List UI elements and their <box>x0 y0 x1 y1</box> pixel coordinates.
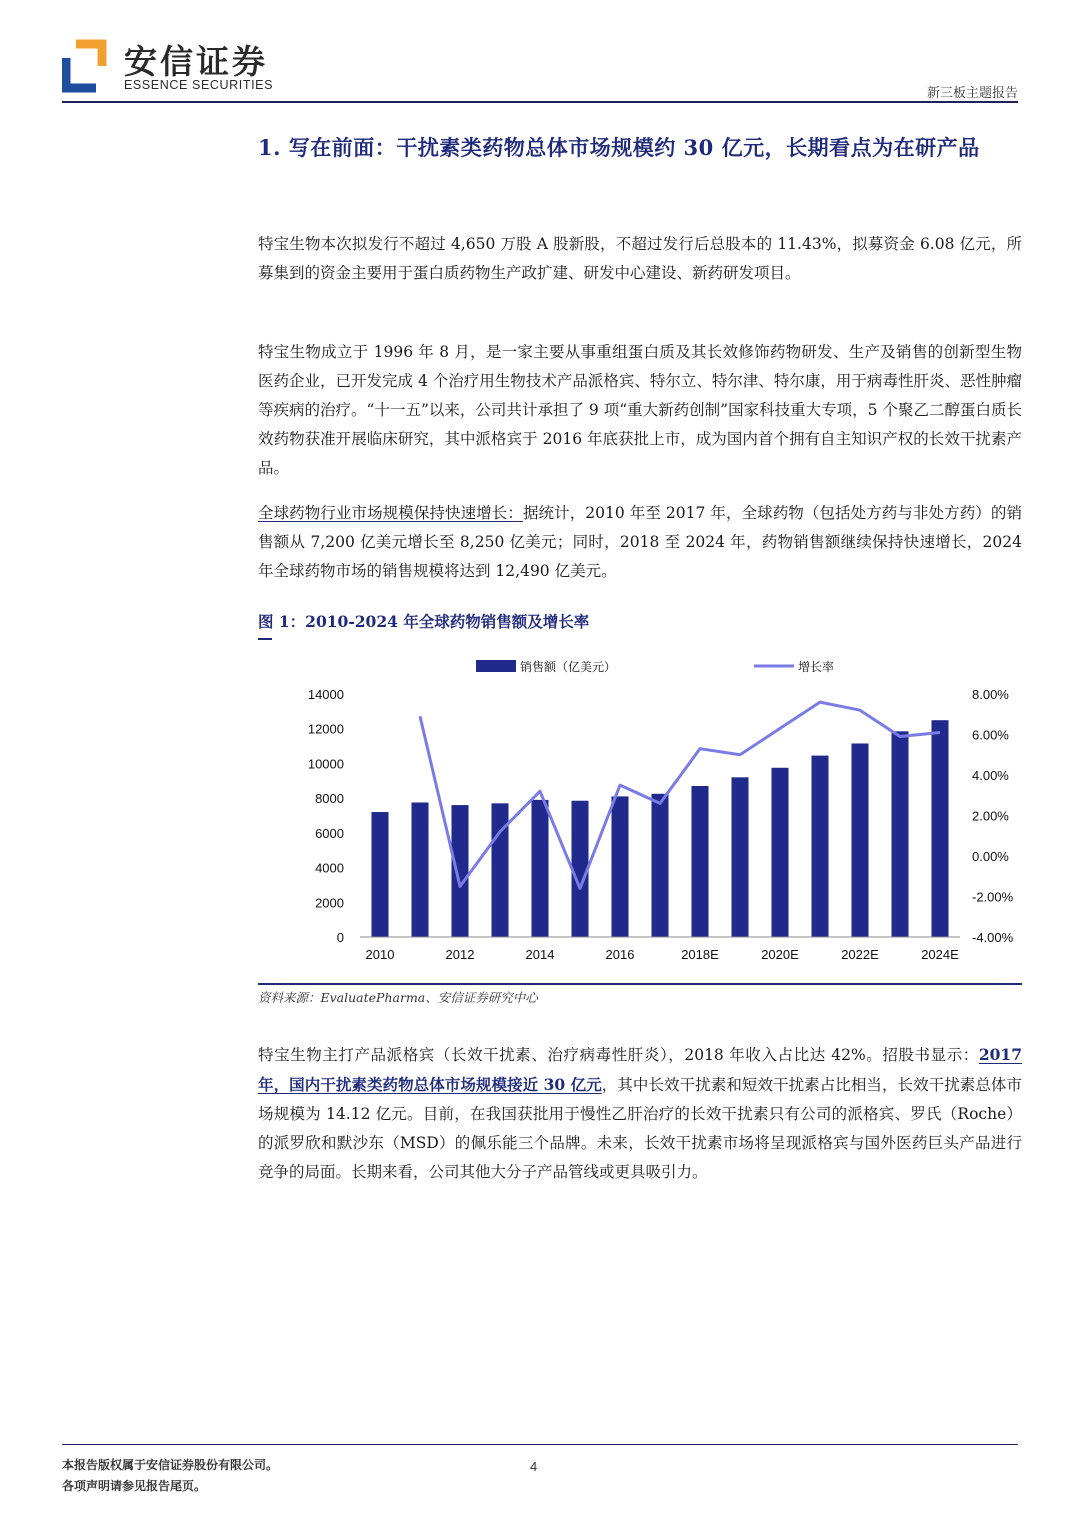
sales-bar <box>852 743 869 937</box>
sales-bar <box>692 786 709 937</box>
footer-divider <box>62 1444 1018 1445</box>
paragraph-text-b: ，其中长效干扰素和短效干扰素占比相当，长效干扰素总体市场规模为 14.12 亿元。目前，在我国获批用于慢性乙肝治疗的长效干扰素只有公司的派格宾、罗氏（Roche）的派罗欣和默沙东（MSD）的佩乐能三个品牌。未来，长效干扰素市场将呈现派格宾与国外医药巨头产品进行竞争的局面。长期来看，公司其他大分子产品管线或更具吸引力。 <box>258 1076 1022 1181</box>
y-left-tick-label: 6000 <box>315 825 344 841</box>
figure-source: 资料来源：EvaluatePharma、安信证券研究中心 <box>258 990 538 1005</box>
paragraph-interferon-market <box>258 1040 1022 1187</box>
x-tick-label: 2022E <box>841 947 879 962</box>
y-left-tick-label: 12000 <box>307 721 344 737</box>
y-right-tick-label: -2.00% <box>972 889 1014 905</box>
sales-bar <box>572 801 589 937</box>
x-tick-label: 2014 <box>525 947 555 962</box>
sales-bar <box>892 731 909 937</box>
sales-bar <box>652 794 669 937</box>
paragraph-lead-underlined: 全球药物行业市场规模保持快速增长： <box>258 504 523 522</box>
essence-logo-icon <box>62 38 110 94</box>
sales-bar <box>492 803 509 937</box>
sales-growth-chart <box>258 648 1022 978</box>
paragraph-highlight: 2017 年，国内干扰素类药物总体市场规模接近 30 亿元 <box>258 1045 1022 1094</box>
y-right-tick-label: -4.00% <box>972 930 1014 945</box>
sales-bar <box>932 720 949 937</box>
report-type: 新三板主题报告 <box>926 86 1018 101</box>
sales-bar <box>612 796 629 937</box>
x-tick-label: 2012 <box>445 947 475 962</box>
y-left-tick-label: 0 <box>336 930 344 945</box>
paragraph-company-profile: 特宝生物成立于 1996 年 8 月，是一家主要从事重组蛋白质及其长效修饰药物研发、生产及销售的创新型生物医药企业，已开发完成 4 个治疗用生物技术产品派格宾、特尔立、特尔津、特尔康，用于病毒性肝炎、恶性肿瘤等疾病的治疗。“十一五”以来，公司共计承担了 9 项“重大新药创制”国家科技重大专项，5 个聚乙二醇蛋白质长效药物获准开展临床研究，其中派格宾于 2016 年底获批上市，成为国内首个拥有自主知识产权的长效干扰素产品。 <box>258 343 1022 477</box>
paragraph-body: 据统计，2010 年至 2017 年，全球药物（包括处方药与非处方药）的销售额从 7,200 亿美元增长至 8,250 亿美元；同时，2018 至 2024 年，药物销售额继续保持快速增长，2024 年全球药物市场的销售规模将达到 12,490 亿美元。 <box>258 504 1022 580</box>
x-tick-label: 2016 <box>605 947 635 962</box>
legend-label-sales: 销售额（亿美元） <box>520 660 617 674</box>
page-number: 4 <box>530 1459 538 1474</box>
sales-bar <box>732 777 749 937</box>
sales-bar <box>532 800 549 937</box>
y-right-tick-label: 6.00% <box>972 727 1009 743</box>
y-right-tick-label: 4.00% <box>972 768 1009 783</box>
brand-name-cn: 安信证券 <box>124 42 268 81</box>
y-right-tick-label: 2.00% <box>972 808 1009 824</box>
footer-disclaimer: 各项声明请参见报告尾页。 <box>62 1479 207 1493</box>
paragraph-global-market <box>258 499 1022 586</box>
sales-bar <box>372 812 389 937</box>
y-right-tick-label: 8.00% <box>972 687 1009 702</box>
paragraph-offering: 特宝生物本次拟发行不超过 4,650 万股 A 股新股，不超过发行后总股本的 11.43%，拟募资金 6.08 亿元，所募集到的资金主要用于蛋白质药物生产政扩建、研发中心建设、新药研发项目。 <box>258 235 1022 282</box>
x-tick-label: 2020E <box>761 947 799 962</box>
brand-name-en: ESSENCE SECURITIES <box>124 78 274 92</box>
footer-copyright: 本报告版权属于安信证券股份有限公司。 <box>62 1458 279 1472</box>
figure-divider <box>258 983 1022 985</box>
section-title: 1. 写在前面：干扰素类药物总体市场规模约 30 亿元，长期看点为在研产品 <box>258 135 980 160</box>
sales-bar <box>452 805 469 937</box>
y-left-tick-label: 10000 <box>307 756 344 772</box>
x-tick-label: 2010 <box>365 947 395 962</box>
y-left-tick-label: 4000 <box>315 860 344 876</box>
sales-bar <box>412 802 429 937</box>
y-left-tick-label: 2000 <box>315 895 344 911</box>
y-left-tick-label: 14000 <box>307 687 344 702</box>
y-right-tick-label: 0.00% <box>972 849 1009 864</box>
legend-swatch-sales <box>476 660 516 672</box>
figure-title-marker <box>258 638 272 640</box>
x-tick-label: 2018E <box>681 947 719 962</box>
header-divider <box>62 101 1018 103</box>
legend-label-growth: 增长率 <box>798 660 835 674</box>
sales-bar <box>812 756 829 937</box>
y-left-tick-label: 8000 <box>315 791 344 807</box>
sales-bar <box>772 768 789 937</box>
x-tick-label: 2024E <box>921 947 959 962</box>
paragraph-text-a: 特宝生物主打产品派格宾（长效干扰素、治疗病毒性肝炎），2018 年收入占比达 42%。招股书显示： <box>258 1046 979 1064</box>
figure-title: 图 1：2010-2024 年全球药物销售额及增长率 <box>258 612 590 631</box>
